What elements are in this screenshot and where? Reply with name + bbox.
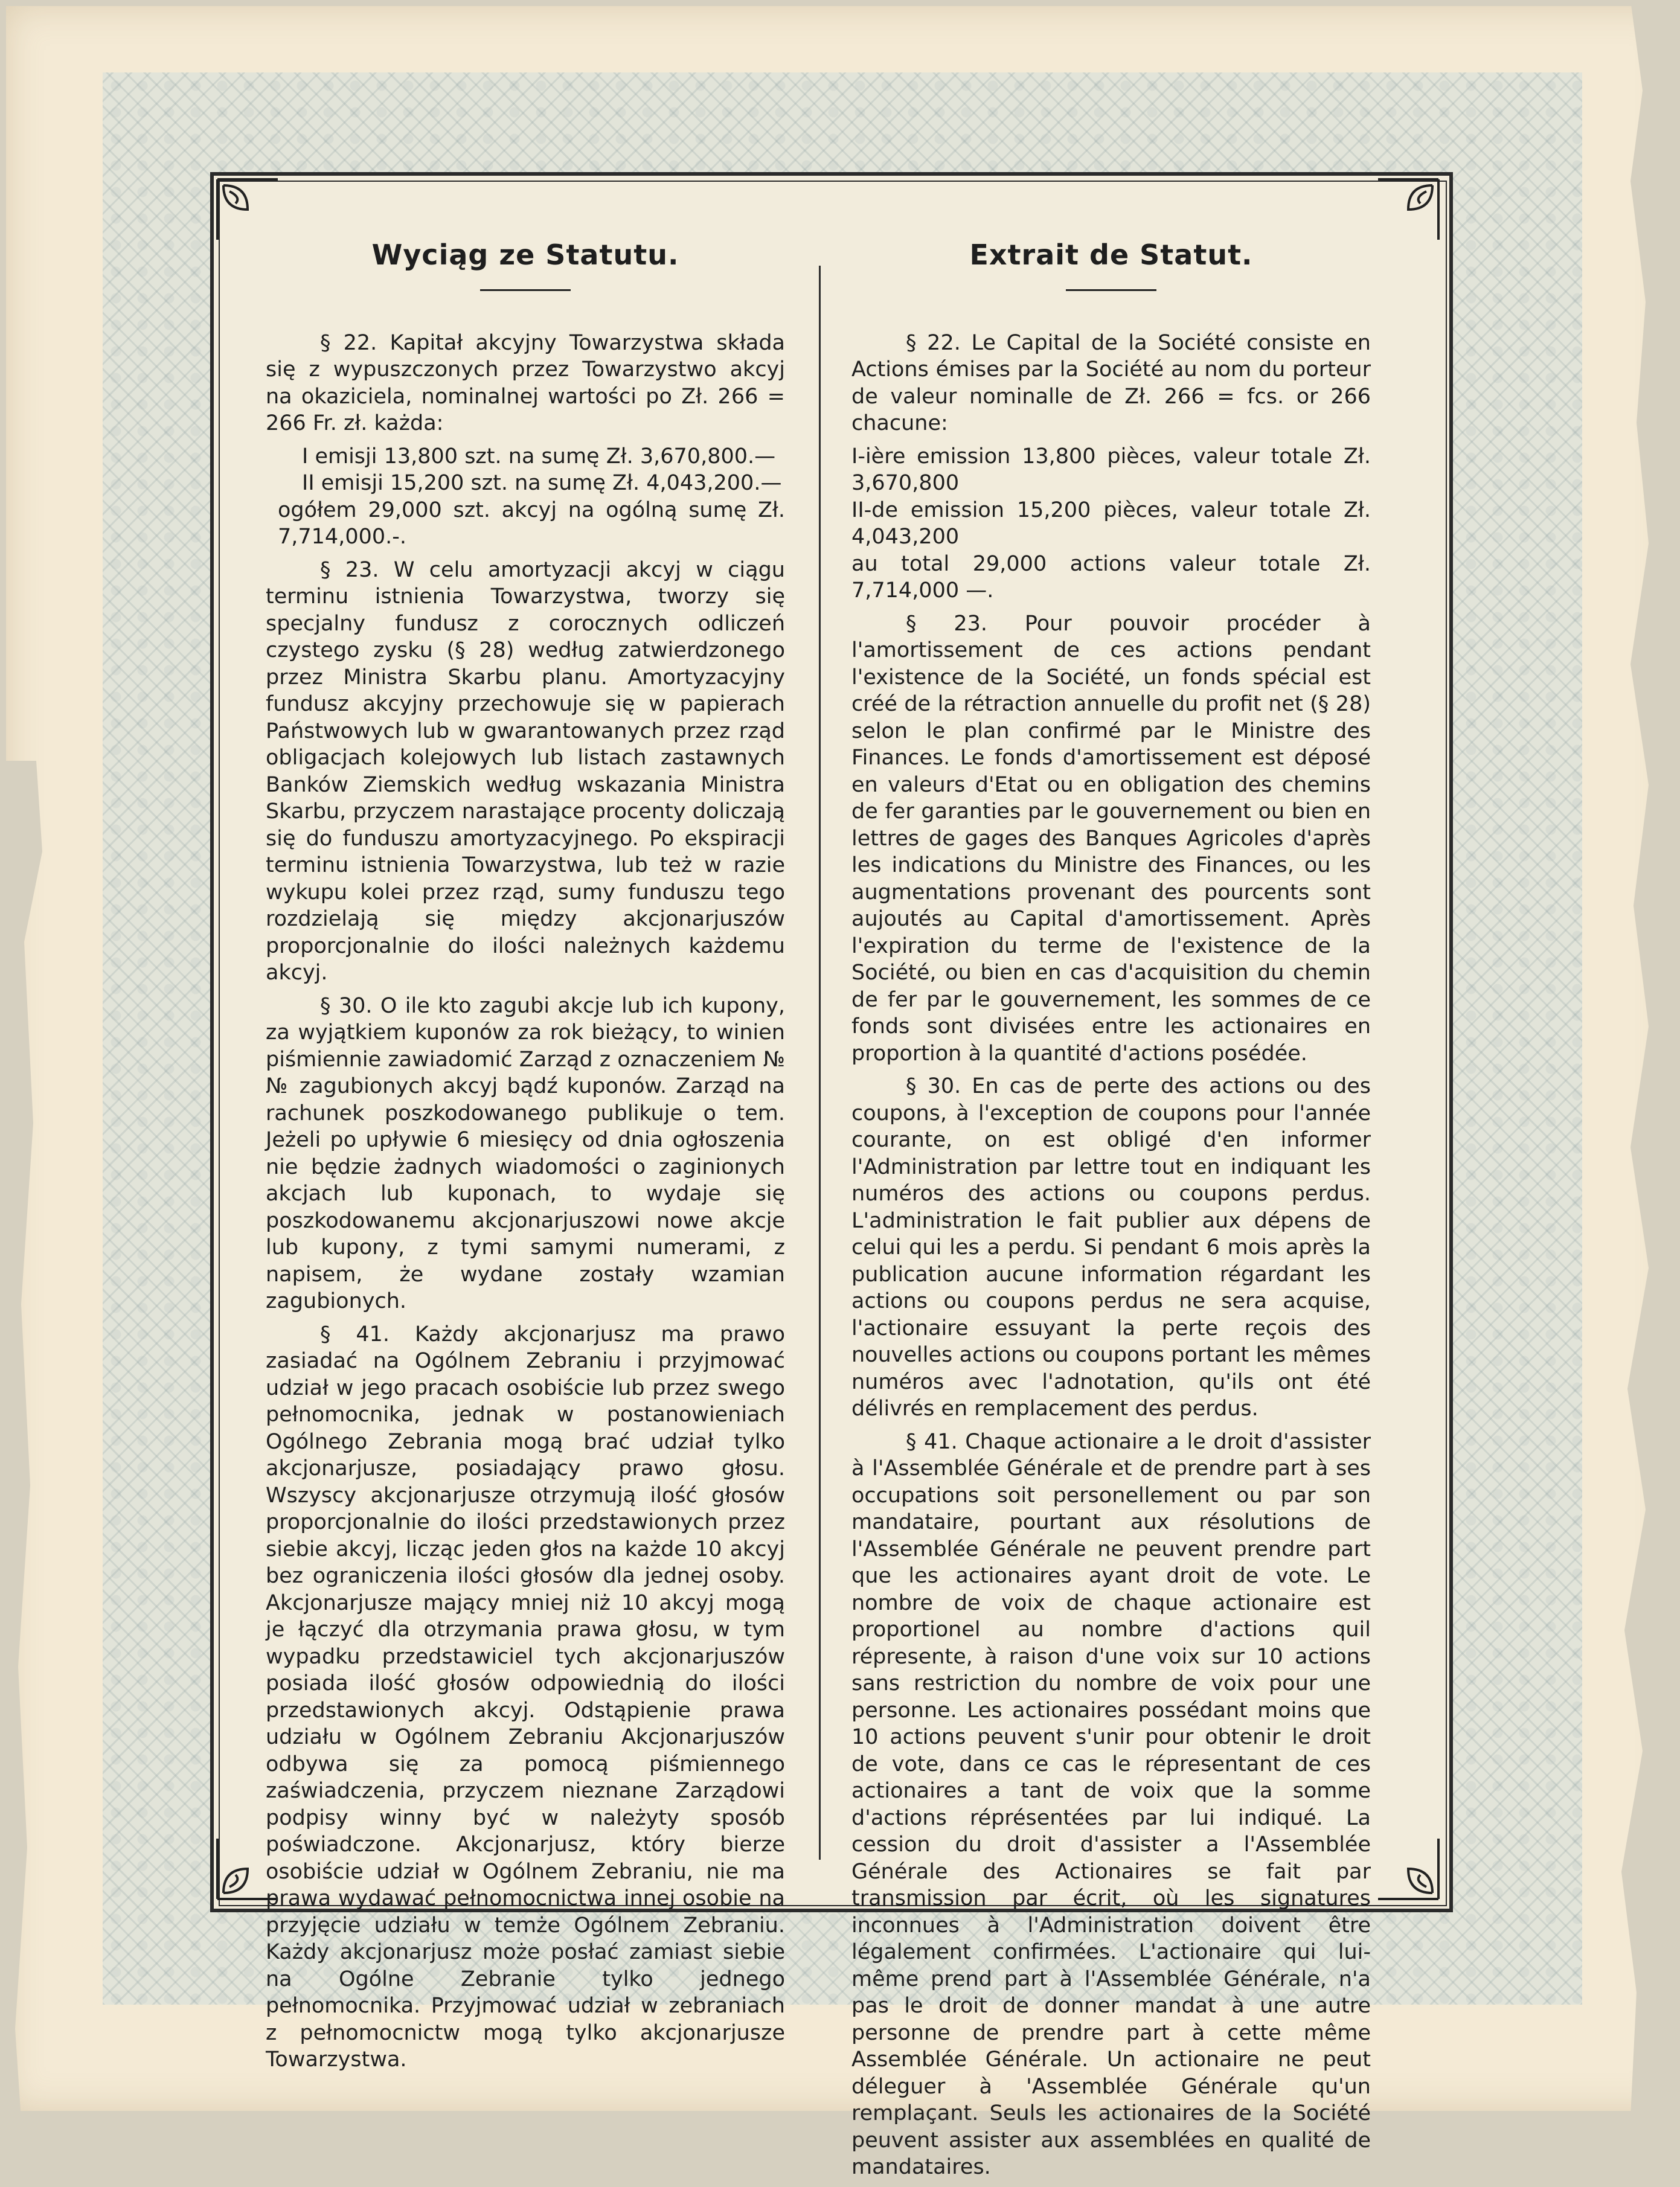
emission-line: II emisji 15,200 szt. na sumę Zł. 4,043,200.— bbox=[302, 471, 782, 495]
paragraph-22: § 22. Kapitał akcyjny Towarzystwa składa się z wypuszczonych przez Towarzystwo akcyj na okaziciela, nominalnej wartości po Zł. 266 = 266 Fr. zł. każda: bbox=[266, 330, 785, 435]
column-divider bbox=[819, 266, 821, 1860]
ornament-corner-bottom-right bbox=[1372, 1833, 1444, 1905]
emission-line: I emisji 13,800 szt. na sumę Zł. 3,670,800.— bbox=[302, 444, 776, 469]
paragraph-23: § 23. W celu amortyzacji akcyj w ciągu terminu istnienia Towarzystwa, tworzy się specjalny fundusz z corocznych odliczeń czystego zysku (§ 28) według zatwierdzonego przez Ministra Skarbu planu. Amortyzacyjny fundusz akcyjny przechowuje się w papierach Państwowych lub w gwarantowanych przez rząd obligacjach kolejowych lub listach zastawnych Banków Ziemskich według wskazania Ministra Skarbu, przyczem narastające procenty doliczają się do funduszu amortyzacyjnego. Po ekspiracji terminu istnienia Towarzystwa, lub też w razie wykupu kolei przez rząd, sumy funduszu tego rozdzielają się między akcjonarjuszów proporcjonalnie do ilości należnych każdemu akcyj. bbox=[266, 557, 785, 985]
torn-right-edge bbox=[1564, 0, 1680, 2117]
paragraph-22: § 22. Le Capital de la Société consiste en Actions émises par la Société au nom du porteur de valeur nominalle de Zł. 266 = fcs. or 266 chacune: bbox=[851, 330, 1371, 435]
emission-total-line: au total 29,000 actions valeur totale Zł. 7,714,000 —. bbox=[851, 551, 1371, 603]
ornament-corner-top-left bbox=[211, 173, 284, 246]
title-underline bbox=[1066, 289, 1156, 291]
emission-total-line: ogółem 29,000 szt. akcyj na ogólną sumę Zł. 7,714,000.-. bbox=[278, 498, 785, 549]
emission-line: II-de emission 15,200 pièces, valeur totale Zł. 4,043,200 bbox=[851, 498, 1371, 549]
polish-title: Wyciąg ze Statutu. bbox=[371, 239, 679, 271]
emission-line: I-ière emission 13,800 pièces, valeur totale Zł. 3,670,800 bbox=[851, 444, 1371, 495]
paragraph-30: § 30. En cas de perte des actions ou des coupons, à l'exception de coupons pour l'année courante, on est obligé d'en informer l'Administration par lettre tout en indiquant les numéros des actions ou coupons perdus. L'administration le fait publier aux dépens de celui qui les a perdu. Si pendant 6 mois après la publication aucune information régardant les actions ou coupons perdus ne sera acquise, l'actionaire essuyant la perte reçois des nouvelles actions ou coupons portant les mêmes numéros avec l'adnotation, qu'ils ont été délivrés en remplacement des perdus. bbox=[851, 1074, 1371, 1421]
title-underline bbox=[480, 289, 571, 291]
torn-left-edge bbox=[0, 761, 72, 2119]
paragraph-41: § 41. Chaque actionaire a le droit d'assister à l'Assemblée Générale et de prendre part à ses occupations soit personellement ou par son mandataire, pourtant aux résolutions de l'Assemblée Générale ne peuvent prendre part que les actionaires ayant droit de vote. Le nombre de voix de chaque actionaire est proportionel au nombre d'actions quil répresente, à raison d'une voix sur 10 actions sans restriction du nombre de voix pour une personne. Les actionaires possédant moins que 10 actions peuvent s'unir pour obtenir le droit de vote, dans ce cas le répresentant de ces actionaires a tant de voix que la somme d'actions réprésentées par lui indiqué. La cession du droit d'assister a l'Assemblée Générale des Actionaires se fait par transmission par écrit, où les signatures inconnues à l'Administration doivent être légalement confirmées. L'actionaire qui lui-même prend part à l'Assemblée Générale, n'a pas le droit de donner mandat à une autre personne de prendre part à cette même Assemblée Générale. Un actionaire ne peut déleguer à 'Assemblée Générale qu'un remplaçant. Seuls les actionaires de la Société peuvent assister aux assemblées en qualité de mandataires. bbox=[851, 1429, 1371, 2179]
paragraph-41: § 41. Każdy akcjonarjusz ma prawo zasiadać na Ogólnem Zebraniu i przyjmować udział w jego pracach osobiście lub przez swego pełnomocnika, jednak w postanowieniach Ogólnego Zebrania mogą brać udział tylko akcjonarjusze, posiadający prawo głosu. Wszyscy akcjonarjusze otrzymują ilość głosów proporcjonalnie do ilości przedstawionych przez siebie akcyj, licząc jeden głos na każde 10 akcyj bez ograniczenia ilości głosów dla jednej osoby. Akcjonarjusze mający mniej niż 10 akcyj mogą je łączyć dla otrzymania prawa głosu, w tym wypadku przedstawiciel tych akcjonarjuszów posiada ilość głosów odpowiednią do ilości przedstawionych akcyj. Odstąpienie prawa udziału w Ogólnem Zebraniu Akcjonarjuszów odbywa się za pomocą piśmiennego zaświadczenia, przyczem nieznane Zarządowi podpisy winny być w należyty sposób poświadczone. Akcjonarjusz, który bierze osobiście udział w Ogólnem Zebraniu, nie ma prawa wydawać pełnomocnictwa innej osobie na przyjęcie udziału w temże Ogólnem Zebraniu. Każdy akcjonarjusz może posłać zamiast siebie na Ogólne Zebranie tylko jednego pełnomocnika. Przyjmować udział w zebraniach z pełnomocnictw mogą tylko akcjonarjusze Towarzystwa. bbox=[266, 1322, 785, 2072]
ornament-corner-top-right bbox=[1372, 173, 1444, 246]
paragraph-23: § 23. Pour pouvoir procéder à l'amortissement de ces actions pendant l'existence de la Société, un fonds spécial est créé de la rétraction annuelle du profit net (§ 28) selon le plan confirmé par le Ministre des Finances. Le fonds d'amortissement est déposé en valeurs d'Etat ou en obligation des chemins de fer garanties par le gouvernement ou bien en lettres de gages des Banques Agricoles d'après les indications du Ministre des Finances, ou les augmentations provenant des pourcents sont aujoutés au Capital d'amortissement. Après l'expiration du terme de l'existence de la Société, ou bien en cas d'acquisition du chemin de fer par le gouvernement, les sommes de ce fonds sont divisées entre les actionaires en proportion à la quantité d'actions posédée. bbox=[851, 611, 1371, 1066]
paragraph-30: § 30. O ile kto zagubi akcje lub ich kupony, za wyjątkiem kuponów za rok bieżący, to winien piśmiennie zawiadomić Zarząd z oznaczeniem № № zagubionych akcyj bądź kuponów. Zarząd na rachunek poszkodowanego publikuje o tem. Jeżeli po upływie 6 miesięcy od dnia ogłoszenia nie będzie żadnych wiadomości o zaginionych akcjach lub kuponach, to wydaje się poszkodowanemu akcjonarjuszowi nowe akcje lub kupony, z tymi samymi numerami, z napisem, że wydane zostały wzamian zagubionych. bbox=[266, 993, 785, 1313]
statute-extract-french bbox=[851, 239, 1371, 2187]
french-title: Extrait de Statut. bbox=[969, 239, 1253, 271]
statute-extract-polish bbox=[266, 239, 785, 2080]
